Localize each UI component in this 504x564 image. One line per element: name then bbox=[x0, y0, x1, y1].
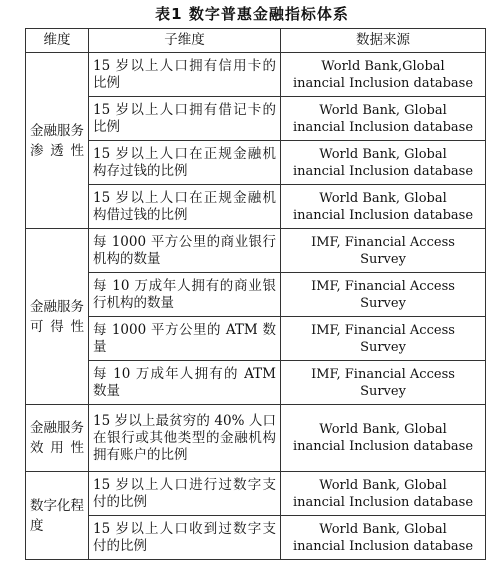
source-cell: World Bank, Global inancial Inclusion database bbox=[281, 516, 486, 560]
header-dimension: 维度 bbox=[26, 29, 89, 53]
table-row bbox=[26, 185, 486, 229]
indicator-table bbox=[25, 28, 486, 560]
table-row bbox=[26, 141, 486, 185]
subdimension-cell: 15 岁以上人口拥有借记卡的比例 bbox=[89, 97, 281, 141]
table-row bbox=[26, 472, 486, 516]
source-cell: World Bank, Global inancial Inclusion database bbox=[281, 472, 486, 516]
table-row bbox=[26, 97, 486, 141]
source-cell: IMF, Financial Access Survey bbox=[281, 229, 486, 273]
subdimension-cell: 15 岁以上最贫穷的 40% 人口在银行或其他类型的金融机构拥有账户的比例 bbox=[89, 405, 281, 472]
source-cell: World Bank, Global inancial Inclusion database bbox=[281, 141, 486, 185]
dimension-cell: 金融服务可得性 bbox=[26, 229, 89, 405]
subdimension-cell: 15 岁以上人口拥有信用卡的比例 bbox=[89, 53, 281, 97]
dimension-cell: 金融服务效用性 bbox=[26, 405, 89, 472]
source-cell: World Bank, Global inancial Inclusion database bbox=[281, 97, 486, 141]
table-row bbox=[26, 53, 486, 97]
subdimension-cell: 每 10 万成年人拥有的商业银行机构的数量 bbox=[89, 273, 281, 317]
source-cell: World Bank, Global inancial Inclusion database bbox=[281, 185, 486, 229]
header-subdimension: 子维度 bbox=[89, 29, 281, 53]
source-cell: IMF, Financial Access Survey bbox=[281, 317, 486, 361]
subdimension-cell: 每 1000 平方公里的 ATM 数量 bbox=[89, 317, 281, 361]
source-cell: World Bank, Global inancial Inclusion database bbox=[281, 405, 486, 472]
source-cell: World Bank,Global inancial Inclusion database bbox=[281, 53, 486, 97]
subdimension-cell: 15 岁以上人口在正规金融机构存过钱的比例 bbox=[89, 141, 281, 185]
table-row bbox=[26, 317, 486, 361]
subdimension-cell: 每 1000 平方公里的商业银行机构的数量 bbox=[89, 229, 281, 273]
dimension-cell: 金融服务渗透性 bbox=[26, 53, 89, 229]
subdimension-cell: 15 岁以上人口在正规金融机构借过钱的比例 bbox=[89, 185, 281, 229]
dimension-cell: 数字化程度 bbox=[26, 472, 89, 560]
table-header-row bbox=[26, 29, 486, 53]
subdimension-cell: 15 岁以上人口进行过数字支付的比例 bbox=[89, 472, 281, 516]
source-cell: IMF, Financial Access Survey bbox=[281, 361, 486, 405]
table-title: 表1 数字普惠金融指标体系 bbox=[155, 5, 349, 23]
table-row bbox=[26, 273, 486, 317]
table-row bbox=[26, 361, 486, 405]
table-row bbox=[26, 405, 486, 472]
source-cell: IMF, Financial Access Survey bbox=[281, 273, 486, 317]
subdimension-cell: 每 10 万成年人拥有的 ATM 数量 bbox=[89, 361, 281, 405]
subdimension-cell: 15 岁以上人口收到过数字支付的比例 bbox=[89, 516, 281, 560]
header-source: 数据来源 bbox=[281, 29, 486, 53]
table-row bbox=[26, 516, 486, 560]
table-row bbox=[26, 229, 486, 273]
